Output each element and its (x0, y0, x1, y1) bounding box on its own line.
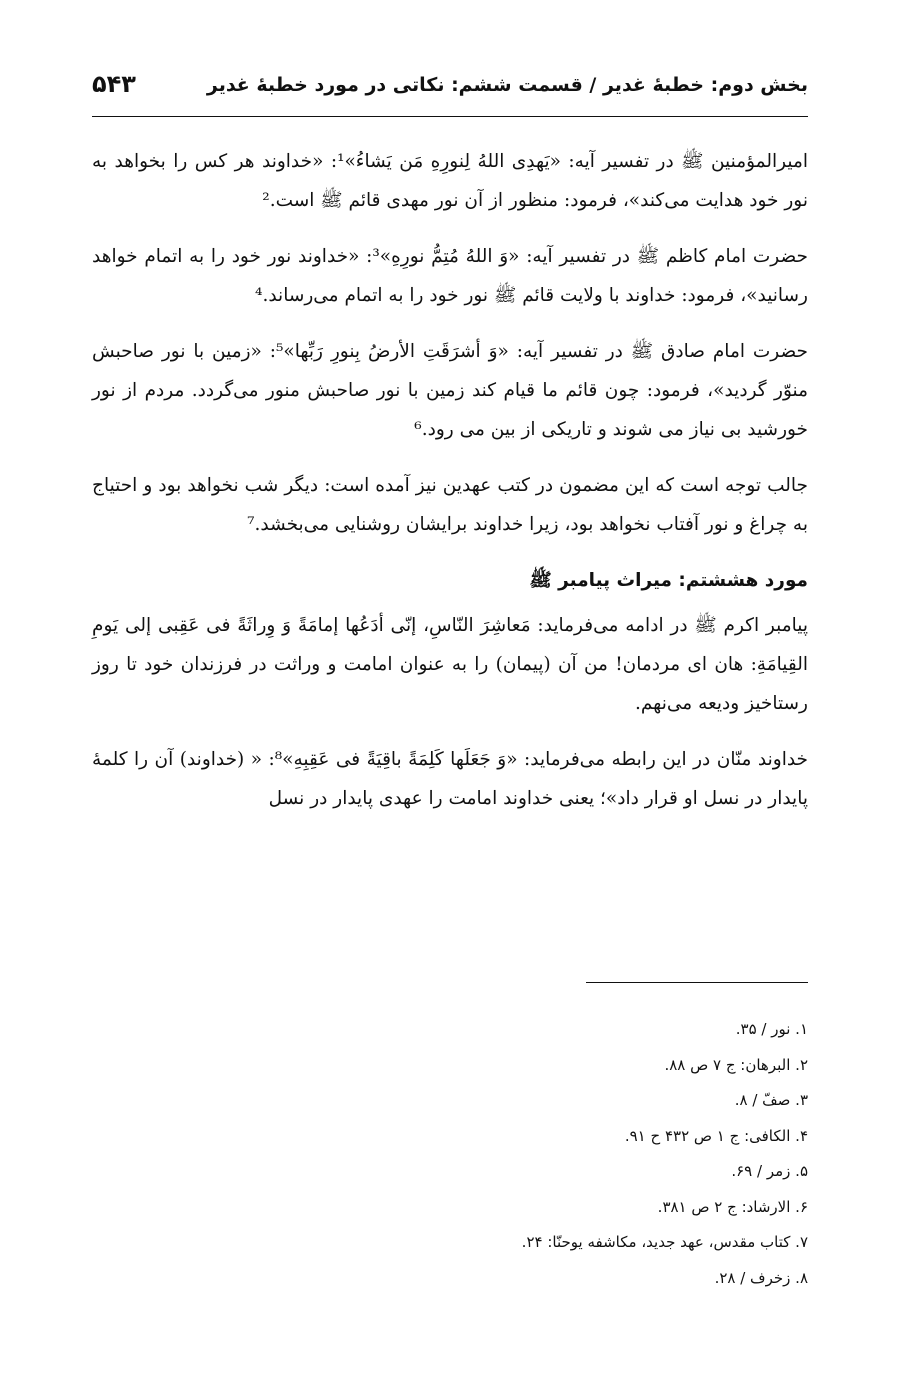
page-number: ۵۴۳ (92, 70, 136, 98)
footnote: ۳. صفّ / ۸. (734, 1091, 808, 1109)
footnote: ۱. نور / ۳۵. (735, 1020, 808, 1038)
paragraph: خداوند منّان در این رابطه می‌فرماید: «وَ جَعَلَها کَلِمَةً باقِیَةً فی عَقِبِهِ»⁸: « (خداوند) آن را کلمهٔ پایدار در نسل او قرار داد»؛ یعنی خداوند امامت را عهدی پایدار در نسل (92, 749, 808, 809)
paragraph: امیرالمؤمنین ﷺ در تفسیر آیه: «یَهدِی اللهُ لِنورِهِ مَن یَشاءُ»¹: «خداوند هر کس را بخواهد به نور خود هدایت می‌کند»، فرمود: منظور از آن نور مهدی قائم ﷺ است.² (92, 151, 808, 211)
footnote: ۴. الکافی: ج ۱ ص ۴۳۲ ح ۹۱. (624, 1126, 808, 1145)
paragraph: حضرت امام صادق ﷺ در تفسیر آیه: «وَ أشرَقَتِ الأرضُ بِنورِ رَبِّها»⁵: «زمین با نور صاحبش منوّر گردید»، فرمود: چون قائم ما قیام کند زمین با نور صاحبش منور می‌گردد. مردم از نور خورشید بی نیاز می شوند و تاریکی از بین می رود.⁶ (92, 341, 808, 440)
footnote: ۶. الارشاد: ج ۲ ص ۳۸۱. (657, 1197, 808, 1216)
footnote: ۷. کتاب مقدس، عهد جدید، مکاشفه یوحنّا: ۲۴. (521, 1233, 808, 1251)
header-title: بخش دوم: خطبهٔ غدیر / قسمت ششم: نکاتی در مورد خطبهٔ غدیر (206, 74, 808, 96)
paragraph: پیامبر اکرم ﷺ در ادامه می‌فرماید: مَعاشِرَ النّاسِ، إنّی أدَعُها إمامَةً وَ وِراثَةً فی عَقِبی إلی یَومِ القِیامَةِ: هان ای مردمان! من آن (پیمان) را به عنوان امامت و وراثت در فرزندان خود تا روز رستاخیز ودیعه می‌نهم. (92, 615, 808, 714)
footnote: ۲. البرهان: ج ۷ ص ۸۸. (664, 1055, 808, 1074)
header-divider (92, 116, 808, 117)
running-header (92, 70, 808, 116)
footnotes (92, 1012, 808, 1296)
footnote: ۸. زخرف / ۲۸. (714, 1268, 808, 1287)
footnote-divider (586, 982, 808, 983)
paragraph: جالب توجه است که این مضمون در کتب عهدین نیز آمده است: دیگر شب نخواهد بود و احتیاج به چراغ و نور آفتاب نخواهد بود، زیرا خداوند برایشان روشنایی می‌بخشد.⁷ (92, 475, 808, 535)
section-heading: مورد هششتم: میراث پیامبر ﷺ (529, 570, 808, 591)
main-text (92, 142, 808, 835)
paragraph: حضرت امام کاظم ﷺ در تفسیر آیه: «وَ اللهُ مُتِمُّ نورِهِ»³: «خداوند نور خود را به اتمام خواهد رسانید»، فرمود: خداوند با ولایت قائم ﷺ نور خود را به اتمام می‌رساند.⁴ (92, 246, 808, 306)
footnote: ۵. زمر / ۶۹. (731, 1162, 808, 1180)
